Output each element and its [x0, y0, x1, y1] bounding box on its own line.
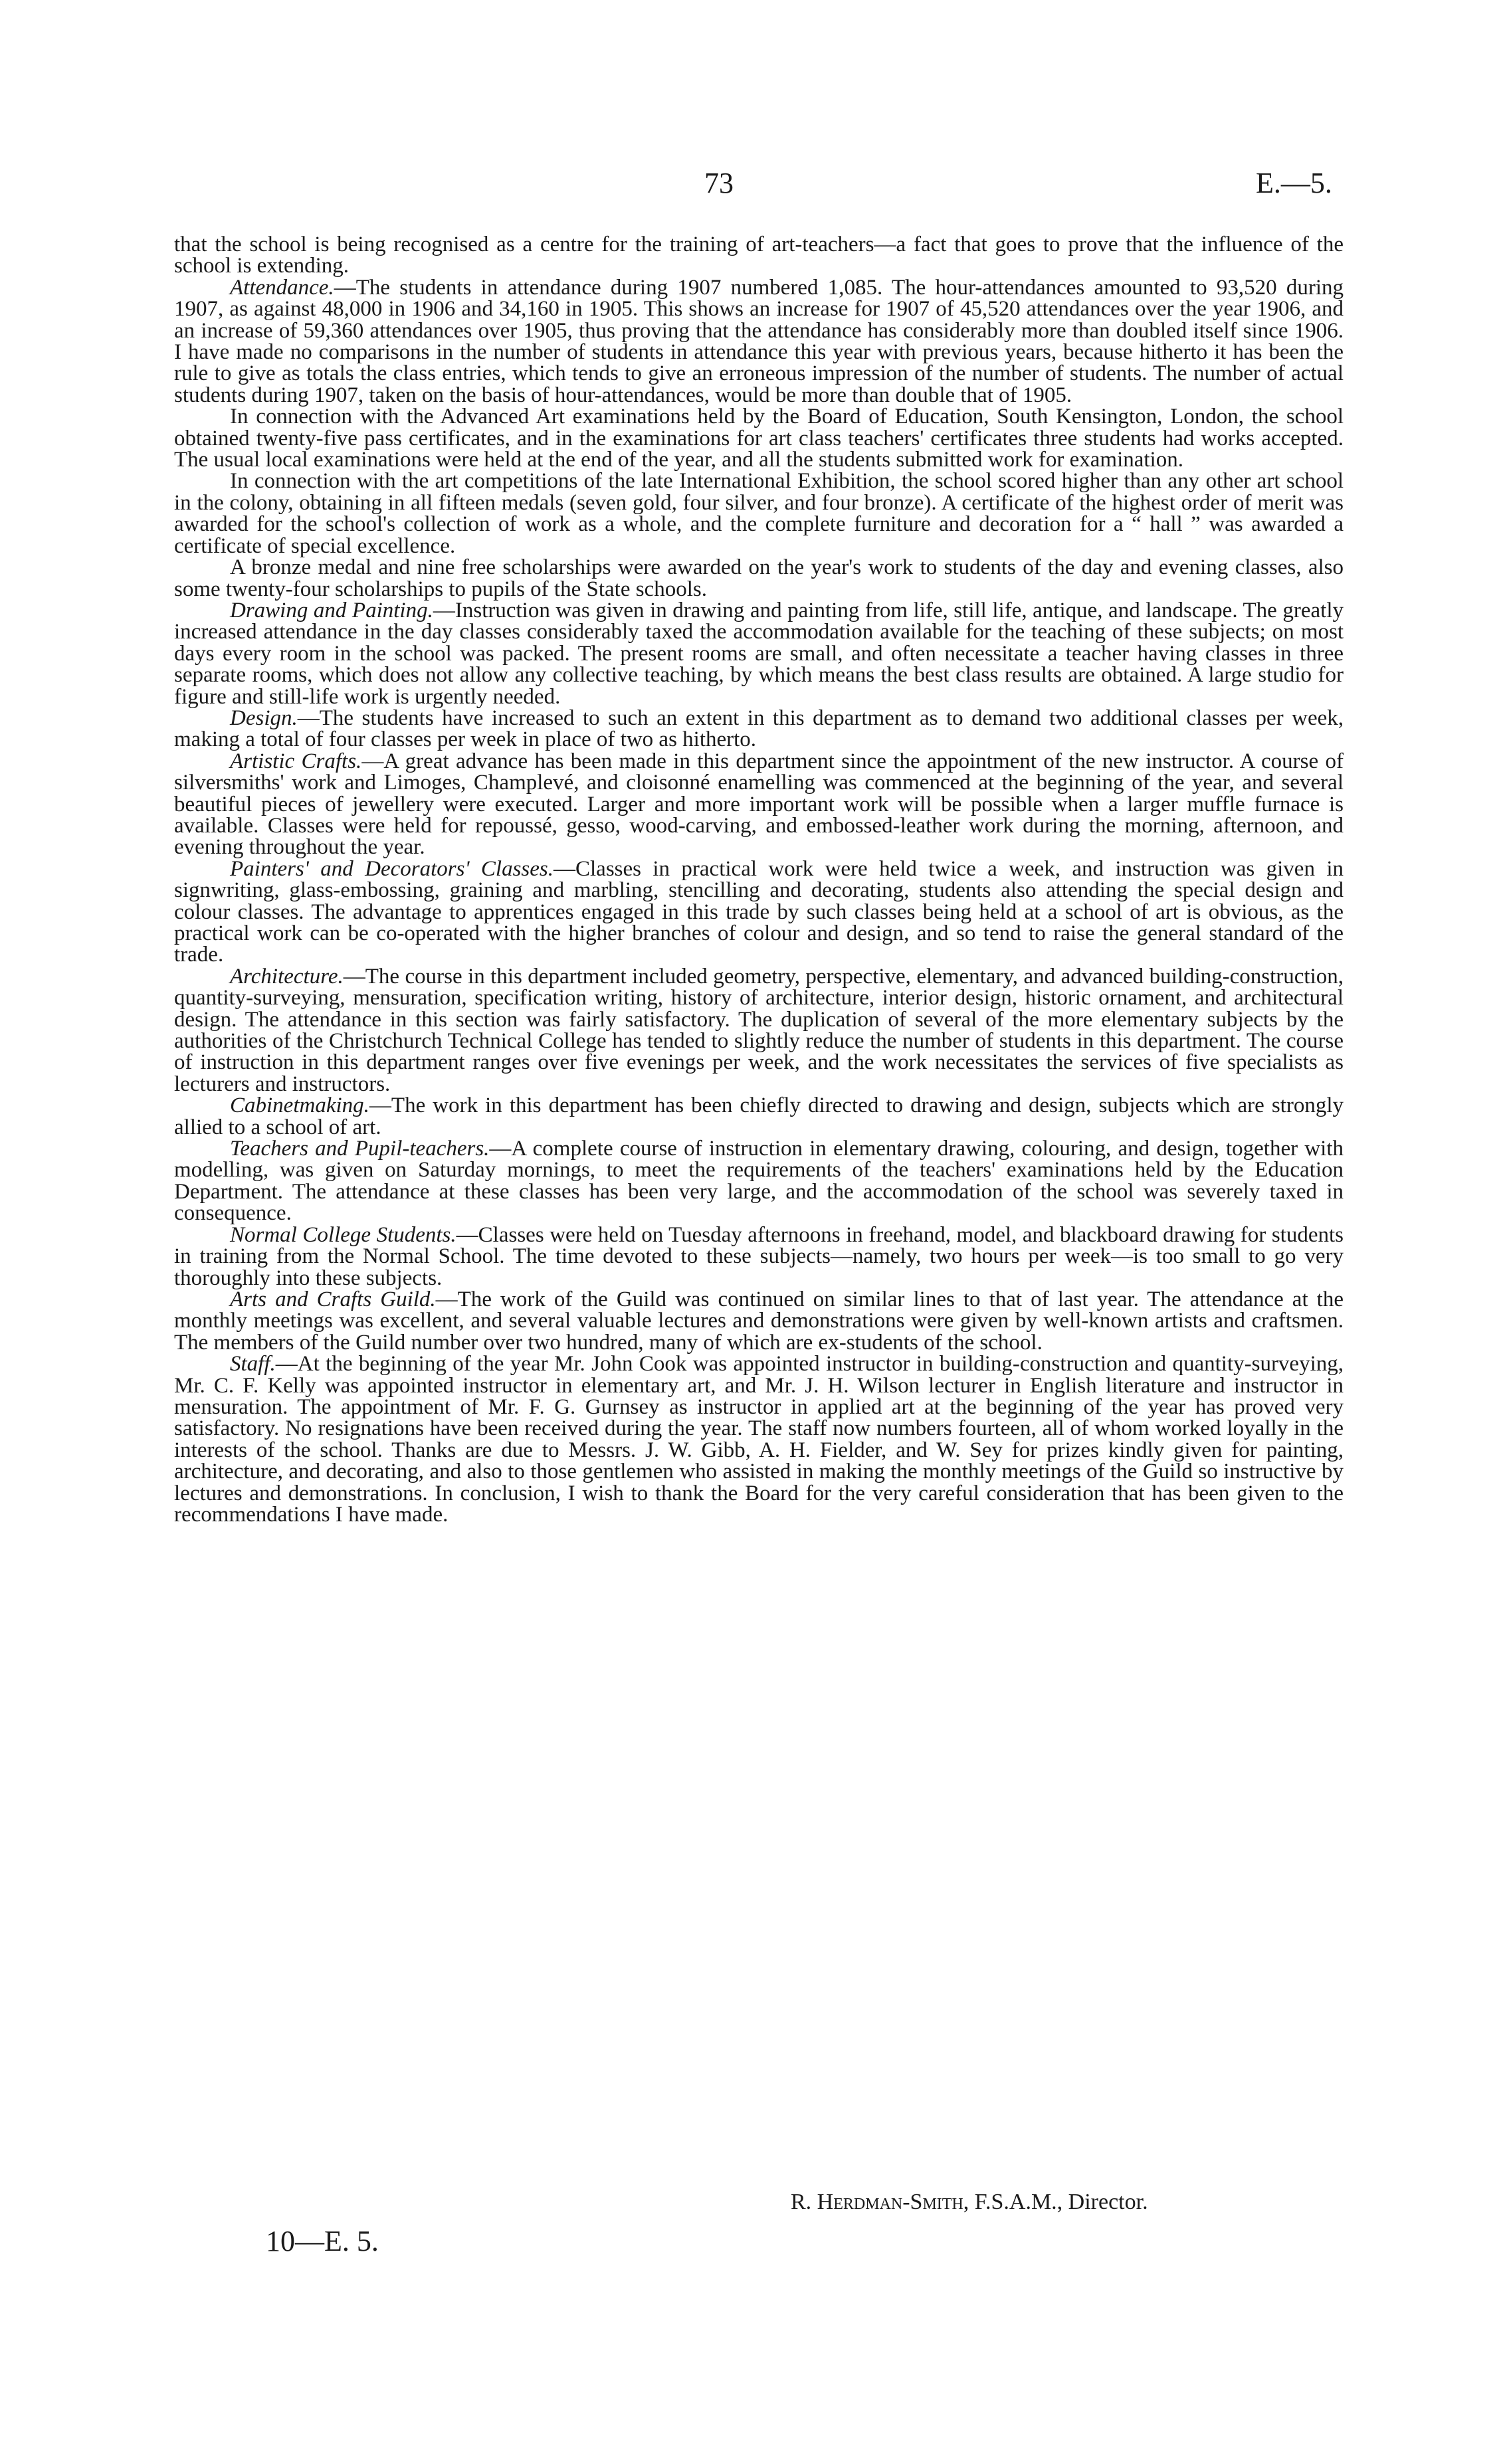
paragraph-text: —Classes in practical work were held twice a week, and instruction was given in signwriting, glass-embossing, graining and marbling, stencilling and decorating, students also attending the special design and colour classes. The advantage to apprentices engaged in this trade by such classes being held at a school of art is obvious, as the practical work can be co-operated with the higher branches of colour and design, and so tend to raise the general standard of the trade. [174, 856, 1344, 967]
paragraph-text: In connection with the art competitions of the late International Exhibition, the school scored higher than any other art school in the colony, obtaining in all fifteen medals (seven gold, four silver, and four bronze). A certificate of the highest order of merit was awarded for the school's collection of work as a whole, and the complete furniture and decoration for a “ hall ” was awarded a certificate of special excellence. [174, 469, 1344, 558]
section-heading: Normal College Students. [230, 1222, 456, 1247]
footer-reference: 10—E. 5. [266, 2225, 379, 2257]
paragraph-text: —The work of the Guild was continued on similar lines to that of last year. The attendance at the monthly meetings was excellent, and several valuable lectures and demonstrations were given by well-known artists and craftsmen. The members of the Guild number over two hundred, many of which are ex-students of the school. [174, 1287, 1344, 1355]
paragraph-text: —A great advance has been made in this department since the appointment of the new instructor. A course of silversmiths' work and Limoges, Champlevé, and cloisonné enamelling was commenced at the beginning of the year, and several beautiful pieces of jewellery were executed. Larger and more important work will be possible when a larger muffle furnace is available. Classes were held for repoussé, gesso, wood-carving, and embossed-leather work during the morning, afternoon, and evening throughout the year. [174, 749, 1344, 860]
paragraph [174, 751, 1344, 858]
section-heading: Design. [230, 706, 298, 730]
signature-title: , F.S.A.M., Director. [963, 2190, 1148, 2214]
paragraph-text: —The work in this department has been chiefly directed to drawing and design, subjects which are strongly allied to a school of art. [174, 1093, 1344, 1139]
paragraph [174, 1289, 1344, 1353]
paragraph [174, 234, 1344, 277]
signature [791, 2190, 1148, 2215]
paragraph-text: —The course in this department included geometry, perspective, elementary, and advanced building-construction, quantity-surveying, mensuration, specification writing, history of architecture, interior design, historic ornament, and architectural design. The attendance in this section was fairly satisfactory. The duplication of several of the more elementary subjects by the authorities of the Christchurch Technical College has tended to slightly reduce the number of students in this department. The course of instruction in this department ranges over five evenings per week, and the work necessitates the services of five specialists as lecturers and instructors. [174, 964, 1344, 1096]
paragraph [174, 1353, 1344, 1525]
paragraph-text: —Instruction was given in drawing and painting from life, still life, antique, and landscape. The greatly increased attendance in the day classes considerably taxed the accommodation available for the teaching of these subjects; on most days every room in the school was packed. The present rooms are small, and often necessitate a teacher having classes in three separate rooms, which does not allow any collective teaching, by which means the best class results are obtained. A large studio for figure and still-life work is urgently needed. [174, 598, 1344, 709]
paragraph [174, 600, 1344, 708]
signature-name: R. Herdman-Smith [791, 2190, 963, 2214]
paragraph-text: —The students have increased to such an extent in this department as to demand two additional classes per week, making a total of four classes per week in place of two as hitherto. [174, 706, 1344, 752]
paragraph-text: —Classes were held on Tuesday afternoons in freehand, model, and blackboard drawing for students in training from the Normal School. The time devoted to these subjects—namely, two hours per week—is too small to go very thoroughly into these subjects. [174, 1222, 1344, 1290]
paragraph-text: —At the beginning of the year Mr. John Cook was appointed instructor in building-construction and quantity-surveying, Mr. C. F. Kelly was appointed instructor in elementary art, and Mr. J. H. Wilson lecturer in English literature and instructor in mensuration. The appointment of Mr. F. G. Gurnsey as instructor in applied art at the beginning of the year has proved very satisfactory. No resignations have been received during the year. The staff now numbers fourteen, all of whom worked loyally in the interests of the school. Thanks are due to Messrs. J. W. Gibb, A. H. Fielder, and W. Sey for prizes kindly given for painting, architecture, and decorating, and also to those gentlemen who assisted in making the monthly meetings of the Guild so instructive by lectures and demonstrations. In conclusion, I wish to thank the Board for the very careful consideration that has been given to the recommendations I have made. [174, 1352, 1344, 1527]
body-text [174, 234, 1344, 1525]
paragraph [174, 1095, 1344, 1138]
section-heading: Arts and Crafts Guild. [230, 1287, 436, 1311]
section-heading: Cabinetmaking. [230, 1093, 369, 1118]
section-heading: Painters' and Decorators' Classes. [230, 856, 553, 881]
paragraph-text: that the school is being recognised as a centre for the training of art-teachers—a fact that goes to prove that the influence of the school is extending. [174, 233, 1344, 278]
paragraph-text: A bronze medal and nine free scholarships were awarded on the year's work to students of the day and evening classes, also some twenty-four scholarships to pupils of the State schools. [174, 555, 1344, 601]
section-heading: Attendance. [230, 275, 334, 300]
section-heading: Drawing and Painting. [230, 598, 433, 622]
paragraph [174, 708, 1344, 751]
paragraph [174, 1224, 1344, 1289]
paragraph [174, 470, 1344, 557]
section-heading: Staff. [230, 1352, 276, 1376]
paragraph-text: —A complete course of instruction in elementary drawing, colouring, and design, together with modelling, was given on Saturday mornings, to meet the requirements of the teachers' examinations held by the Education Department. The attendance at these classes has been very large, and the accommodation of the school was severely taxed in consequence. [174, 1137, 1344, 1226]
paragraph-text: In connection with the Advanced Art examinations held by the Board of Education, South Kensington, London, the school obtained twenty-five pass certificates, and in the examinations for art class teachers' certificates three students had works accepted. The usual local examinations were held at the end of the year, and all the students submitted work for examination. [174, 405, 1344, 472]
page-number: 73 [704, 167, 734, 199]
paragraph [174, 406, 1344, 470]
section-heading: Artistic Crafts. [230, 749, 362, 773]
paragraph [174, 966, 1344, 1095]
section-heading: Teachers and Pupil-teachers. [230, 1137, 490, 1161]
page-reference: E.—5. [1256, 167, 1332, 199]
paragraph [174, 858, 1344, 966]
paragraph [174, 557, 1344, 600]
paragraph-text: —The students in attendance during 1907 numbered 1,085. The hour-attendances amounted to 93,520 during 1907, as against 48,000 in 1906 and 34,160 in 1905. This shows an increase for 1907 of 45,520 attendances over the year 1906, and an increase of 59,360 attendances over 1905, thus proving that the attendance has considerably more than doubled itself since 1906. I have made no comparisons in the number of students in attendance this year with previous years, because hitherto it has been the rule to give as totals the class entries, which tends to give an erroneous impression of the number of students. The number of actual students during 1907, taken on the basis of hour-attendances, would be more than double that of 1905. [174, 275, 1344, 407]
section-heading: Architecture. [230, 964, 344, 989]
paragraph [174, 1138, 1344, 1224]
paragraph [174, 277, 1344, 406]
